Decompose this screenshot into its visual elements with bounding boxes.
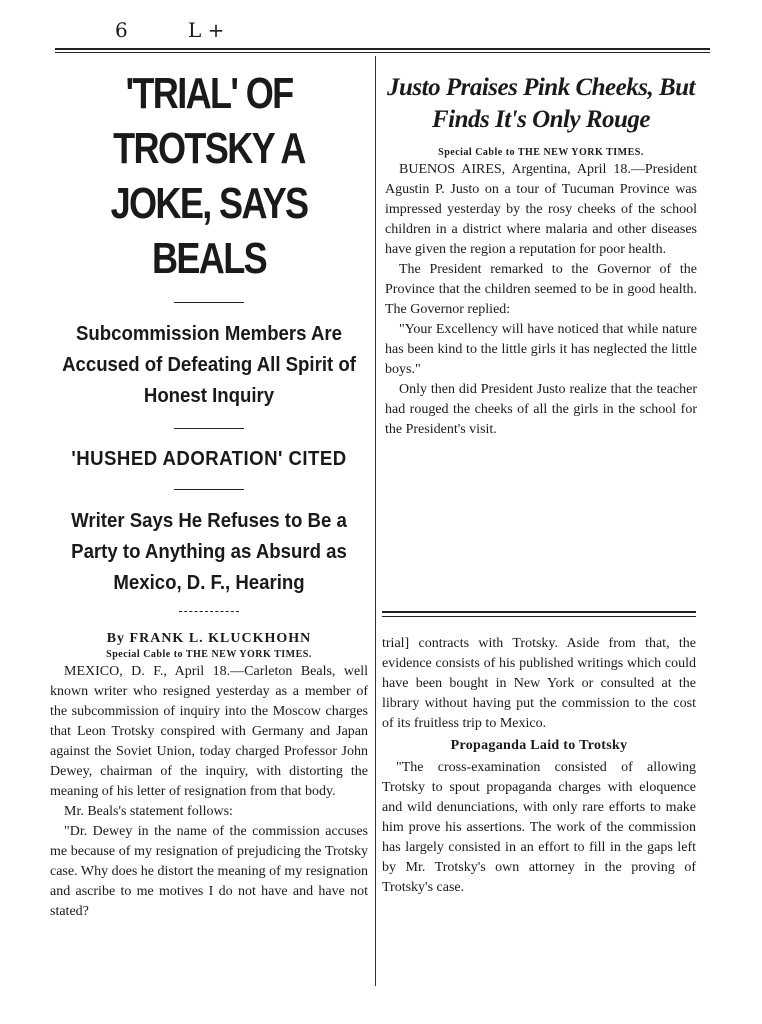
article-paragraph: The President remarked to the Governor of the Province that the children seemed to be in good health. The Governor replied: xyxy=(385,262,697,317)
justo-headline: Justo Praises Pink Cheeks, But Finds It's Only Rouge xyxy=(387,74,695,133)
continuation-body xyxy=(382,634,696,898)
trotsky-article-body xyxy=(50,662,368,922)
article-paragraph: "Dr. Dewey in the name of the commission accuses me because of my resignation of prejudicing the Trotsky case. Why does he distort the meaning of my resignation and ascribe to me motives I do not have and have not stated? xyxy=(50,824,368,919)
continuation-paragraph: trial] contracts with Trotsky. Aside from that, the evidence consists of his published writings which could have been bought in New York or consulted at the library without having put the commission to the cost of its fruitless trip to Mexico. xyxy=(382,636,696,731)
propaganda-subhead: Propaganda Laid to Trotsky xyxy=(450,738,628,753)
deck-subcommission: Subcommission Members Are Accused of Defeating All Spirit of Honest Inquiry xyxy=(62,323,356,407)
trotsky-article xyxy=(50,58,368,922)
trotsky-headline: 'TRIAL' OF TROTSKY A JOKE, SAYS BEALS xyxy=(110,69,308,283)
deck-divider xyxy=(174,489,244,490)
continuation-paragraph: "The cross-examination consisted of allowing Trotsky to spout propaganda charges with eloquence and wild denunciations, with only rare efforts to make him prove his assertions. The work of the commission has largely consisted in an effort to fill in the gaps left by Mr. Trotsky's own attorney in the proving of Trotsky's case. xyxy=(382,760,696,895)
edition-mark: L + xyxy=(188,18,225,42)
article-paragraph: BUENOS AIRES, Argentina, April 18.—President Agustin P. Justo on a tour of Tucuman Province was impressed yesterday by the rosy cheeks of the school children in a district where malaria and other diseases have given the region a reputation for poor health. xyxy=(385,162,697,257)
deck-writer-refuses: Writer Says He Refuses to Be a Party to Anything as Absurd as Mexico, D. F., Hearing xyxy=(71,510,347,594)
article-paragraph: "Your Excellency will have noticed that while nature has been kind to the little girls it has neglected the little boys." xyxy=(385,322,697,377)
article-paragraph: Mr. Beals's statement follows: xyxy=(64,804,233,819)
justo-article-body xyxy=(385,160,697,440)
page-number: 6 xyxy=(115,18,128,42)
byline-divider xyxy=(179,611,239,612)
byline: By FRANK L. KLUCKHOHN xyxy=(106,631,312,646)
header-rule xyxy=(55,48,710,53)
headline-divider xyxy=(174,302,244,303)
article-paragraph: Only then did President Justo realize that the teacher had rouged the cheeks of all the girls in the school for the President's visit. xyxy=(385,382,697,437)
special-cable-credit: Special Cable to THE NEW YORK TIMES. xyxy=(438,147,644,158)
trotsky-continuation xyxy=(382,634,696,898)
article-separator xyxy=(382,611,696,617)
special-cable-credit: Special Cable to THE NEW YORK TIMES. xyxy=(106,649,312,660)
deck-hushed-adoration: 'HUSHED ADORATION' CITED xyxy=(71,448,347,470)
justo-article xyxy=(385,58,697,440)
column-divider xyxy=(375,56,376,986)
article-paragraph: MEXICO, D. F., April 18.—Carleton Beals, well known writer who resigned yesterday as a member of the subcommission of inquiry into the Moscow charges that Leon Trotsky conspired with Germany and Japan against the Soviet Union, today charged Professor John Dewey, chairman of the inquiry, with distorting the meaning of his letter of resignation from that body. xyxy=(50,664,368,799)
deck-divider xyxy=(174,428,244,429)
